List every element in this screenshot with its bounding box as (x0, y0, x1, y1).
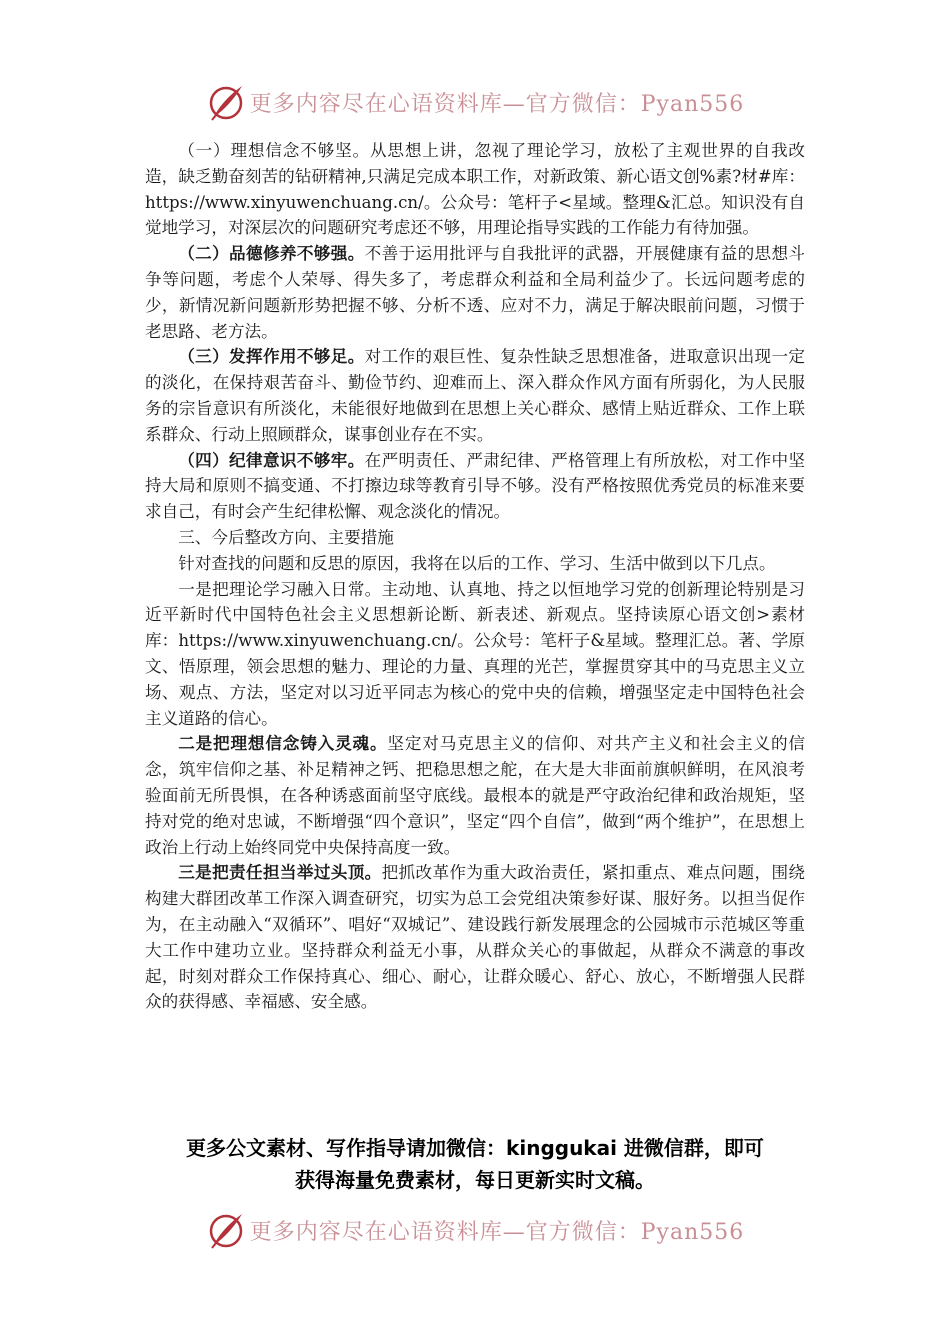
quill-logo-icon (206, 1210, 246, 1250)
section-heading: 三、今后整改方向、主要措施 (178, 527, 394, 547)
banner-text: 更多内容尽在心语资料库—官方微信：Pyan556 (249, 1219, 745, 1245)
paragraph: 针对查找的问题和反思的原因，我将在以后的工作、学习、生活中做到以下几点。 (178, 553, 776, 573)
paragraph: （一）理想信念不够坚。从思想上讲，忽视了理论学习，放松了主观世界的自我改造，缺乏勤奋刻苦的钻研精神,只满足完成本职工作，对新政策、新心语文创%素?材#库：https://www.xinyuwenchuang.cn/。公众号：笔杆子<星域。整理&汇总。知识没有自觉地学习，对深层次的问题研究考虑还不够，用理论指导实践的工作能力有待加强。 (145, 141, 805, 238)
paragraph: 二是把理想信念铸入灵魂。坚定对马克思主义的信仰、对共产主义和社会主义的信念，筑牢信仰之基、补足精神之钙、把稳思想之舵，在大是大非面前旗帜鲜明，在风浪考验面前无所畏惧，在各种诱惑面前坚守底线。最根本的就是严守政治纪律和政治规矩，坚持对党的绝对忠诚，不断增强“四个意识”，坚定“四个自信”，做到“两个维护”，在思想上政治上行动上始终同党中央保持高度一致。 (145, 733, 805, 857)
paragraph: （四）纪律意识不够牢。在严明责任、严肃纪律、严格管理上有所放松，对工作中坚持大局和原则不搞变通、不打擦边球等教育引导不够。没有严格按照优秀党员的标准来要求自己，有时会产生纪律松懈、观念淡化的情况。 (145, 449, 806, 522)
paragraph: 三是把责任担当举过头顶。把抓改革作为重大政治责任，紧扣重点、难点问题，围绕构建大群团改革工作深入调查研究，切实为总工会党组决策参好谋、服好务。以担当促作为，在主动融入“双循环”、唱好“双城记”、建设践行新发展理念的公园城市示范城区等重大工作中建功立业。坚持群众利益无小事，从群众关心的事做起，从群众不满意的事改起，时刻对群众工作保持真心、细心、耐心，让群众暖心、舒心、放心，不断增强人民群众的获得感、幸福感、安全感。 (145, 862, 805, 1012)
footer-banner (0, 1208, 950, 1252)
document-body (145, 138, 805, 1015)
paragraph: （三）发挥作用不够足。对工作的艰巨性、复杂性缺乏思想准备，进取意识出现一定的淡化，在保持艰苦奋斗、勤俭节约、迎难而上、深入群众作风方面有所弱化，为人民服务的宗旨意识有所淡化，未能很好地做到在思想上关心群众、感情上贴近群众、工作上联系群众、行动上照顾群众，谋事创业存在不实。 (145, 346, 806, 444)
paragraph: 一是把理论学习融入日常。主动地、认真地、持之以恒地学习党的创新理论特别是习近平新时代中国特色社会主义思想新论断、新表述、新观点。坚持读原心语文创>素材库：https://www.xinyuwenchuang.cn/。公众号：笔杆子&星域。整理汇总。著、学原文、悟原理，领会思想的魅力、理论的力量、真理的光芒，掌握贯穿其中的马克思主义立场、观点、方法，坚定对以习近平同志为核心的党中央的信赖，增强坚定走中国特色社会主义道路的信心。 (145, 579, 805, 728)
quill-logo-icon (206, 82, 246, 122)
banner-text: 更多内容尽在心语资料库—官方微信：Pyan556 (249, 91, 745, 117)
promo-line-2: 获得海量免费素材，每日更新实时文稿。 (295, 1168, 655, 1192)
paragraph: （二）品德修养不够强。不善于运用批评与自我批评的武器，开展健康有益的思想斗争等问题，考虑个人荣辱、得失多了，考虑群众利益和全局利益少了。长远问题考虑的少，新情况新问题新形势把握不够、分析不透、应对不力，满足于解决眼前问题，习惯于老思路、老方法。 (145, 243, 806, 341)
header-banner (0, 80, 950, 124)
promo-line-1: 更多公文素材、写作指导请加微信：kinggukai 进微信群，即可 (186, 1136, 764, 1160)
promo-footer-text (120, 1132, 830, 1196)
